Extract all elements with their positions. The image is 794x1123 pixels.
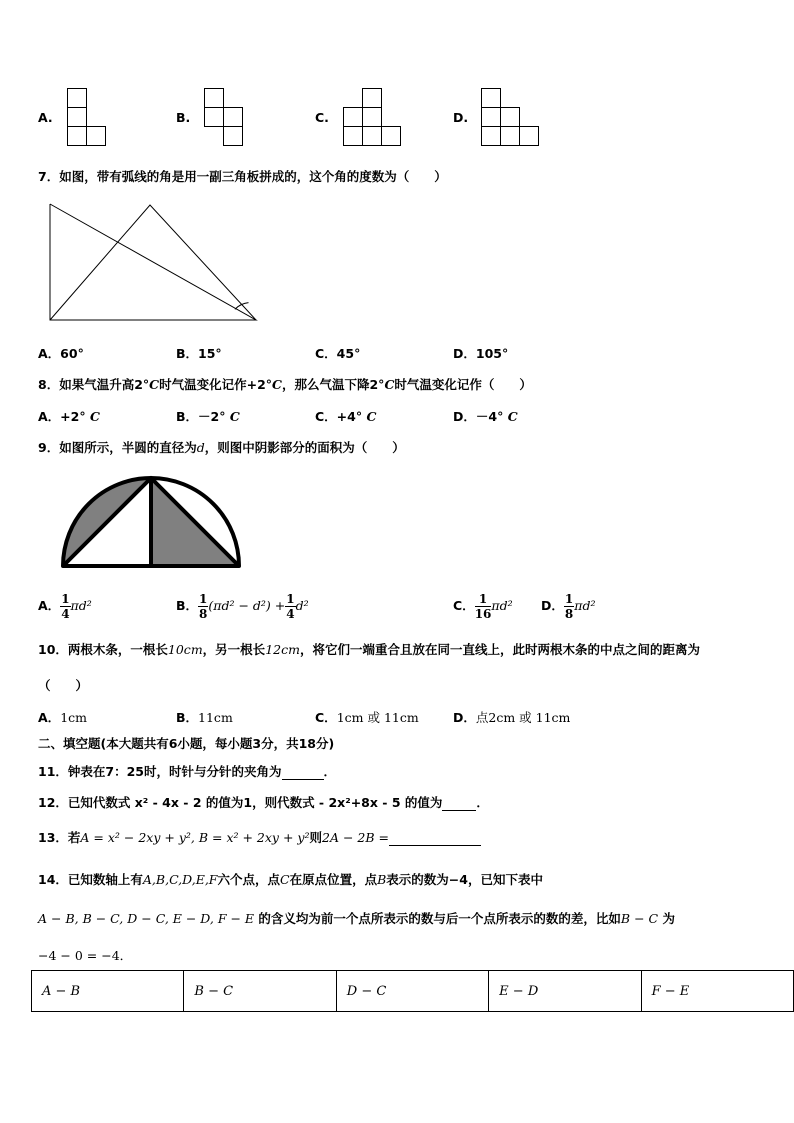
q7-stem: 7．如图，带有弧线的角是用一副三角板拼成的，这个角的度数为（ ） [38, 169, 447, 184]
q11-answer-blank[interactable] [282, 764, 324, 780]
q10-option-d: D．点2cm 或 11cm [453, 710, 571, 725]
q8-option-a: A．+2° C [38, 409, 100, 424]
section-2-title: 二、填空题(本大题共有6小题，每小题3分，共18分) [38, 736, 335, 751]
q8-option-b: B．－2° C [176, 409, 240, 424]
q8-option-c: C．+4° C [315, 409, 377, 424]
table-cell-f-e: F − E [641, 971, 793, 1012]
q13-answer-blank[interactable] [389, 830, 481, 846]
q9-stem: 9．如图所示，半圆的直径为d，则图中阴影部分的面积为（ ） [38, 440, 405, 455]
q10-stem: 10．两根木条，一根长10cm，另一根长12cm，将它们一端重合且放在同一直线上，此时两根木条的中点之间的距离为 [38, 642, 700, 657]
q9-option-a: A． $\frac{1}{4}$ πd² [38, 592, 92, 621]
table-row [32, 971, 794, 1012]
q12: 12．已知代数式 x² - 4x - 2 的值为1，则代数式 - 2x²+8x - 5 的值为 ． [38, 795, 489, 810]
table-cell-e-d: E − D [489, 971, 641, 1012]
q14-line-1: 14．已知数轴上有A,B,C,D,E,F六个点，点C在原点位置，点B表示的数为−4，已知下表中 [38, 872, 543, 887]
q7-triangle-figure [48, 202, 260, 324]
q14-line-3: −4 − 0 = −4． [38, 948, 133, 963]
q9-option-c: C． $\frac{1}{16}$ πd² [453, 592, 513, 621]
q6-option-c-letter: C. [315, 110, 329, 125]
q10-paren: （ ） [38, 678, 89, 693]
q6-option-a-figure [67, 88, 109, 148]
q14-difference-table [31, 970, 794, 1012]
q6-option-d-figure [481, 88, 541, 148]
q6-option-b-letter: B. [176, 110, 191, 125]
q8-option-d: D．－4° C [453, 409, 518, 424]
q10-option-a: A．1cm [38, 710, 87, 725]
q14-line-2: A − B, B − C, D − C, E − D, F − E 的含义均为前一个点所表示的数与后一个点所表示的数的差，比如B − C 为 [38, 911, 675, 926]
q9-option-d: D． $\frac{1}{8}$ πd² [541, 592, 596, 621]
q10-option-b: B．11cm [176, 710, 233, 725]
table-cell-d-c: D − C [336, 971, 488, 1012]
q8-stem: 8．如果气温升高2°C时气温变化记作+2°C，那么气温下降2°C时气温变化记作（ ） [38, 377, 532, 392]
q12-answer-blank[interactable] [442, 795, 476, 811]
q10-option-c: C．1cm 或 11cm [315, 710, 419, 725]
table-cell-b-c: B − C [184, 971, 336, 1012]
q6-option-c-figure [343, 88, 403, 148]
q7-option-a: A．60° [38, 346, 84, 361]
q9-option-b: B． $\frac{1}{8}$ (πd² − d²) + $\frac{1}{4}$ d² [176, 592, 309, 621]
table-cell-a-b: A − B [32, 971, 184, 1012]
q9-semicircle-figure [60, 470, 244, 570]
q13: 13．若A = x² − 2xy + y², B = x² + 2xy + y²则2A − 2B = [38, 828, 481, 846]
q6-option-a-letter: A. [38, 110, 53, 125]
q7-option-c: C．45° [315, 346, 361, 361]
q7-option-b: B．15° [176, 346, 222, 361]
q11: 11．钟表在7：25时，时针与分针的夹角为 ． [38, 764, 337, 779]
q6-option-b-figure [204, 88, 246, 148]
q6-option-d-letter: D. [453, 110, 469, 125]
q7-option-d: D．105° [453, 346, 509, 361]
